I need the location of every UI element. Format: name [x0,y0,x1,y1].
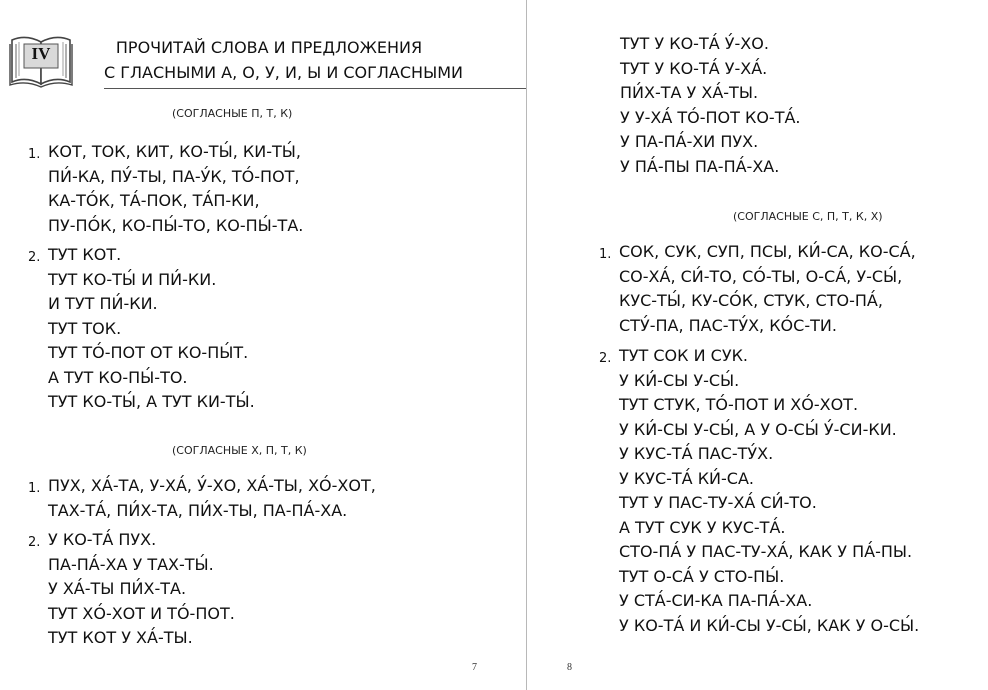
text-line: 2. ТУТ КОТ. [28,243,255,268]
text-line: ТУТ ТОК. [48,318,122,338]
text-line: ТУТ КО-ТЫ́, А ТУТ КИ-ТЫ́. [48,392,255,411]
header-divider [104,88,526,89]
exercise-1 [599,240,916,338]
exercise-number: 2. [28,250,41,265]
text-line: ТУТ У КО-ТА́ У́-ХО. [620,34,769,53]
text-line: И ТУТ ПИ́-КИ. [48,294,158,313]
text-line: А ТУТ СУК У КУС-ТА́. [619,517,786,537]
text-line: У ПА́-ПЫ ПА-ПА́-ХА. [620,156,780,176]
page-number: 7 [472,662,477,673]
text-line: ТУТ У КО-ТА́ У-ХА́. [620,58,768,78]
text-line: 1. КОТ, ТОК, КИТ, КО-ТЫ́, КИ-ТЫ́, [28,140,303,165]
text-line: У ХА́-ТЫ ПИ́Х-ТА. [48,579,187,598]
text-line: ТУТ О-СА́ У СТО-ПЫ́. [619,566,785,586]
section-subtitle: (СОГЛАСНЫЕ П, Т, К) [172,107,293,120]
exercise-1 [28,474,376,523]
page-number: 8 [567,662,572,673]
text-line: ТУТ У ПАС-ТУ-ХА́ СИ́-ТО. [619,493,817,512]
text-line: 2. У КО-ТА́ ПУХ. [28,528,235,553]
text-line: 2. ТУТ СОК И СУК. [599,344,919,369]
text-line: КУС-ТЫ́, КУ-СО́К, СТУК, СТО-ПА́, [619,291,883,310]
page-title [104,35,463,85]
right-page [527,0,988,690]
text-line: ТУТ ТО́-ПОТ ОТ КО-ПЫ́Т. [48,343,249,362]
text-line: У КИ́-СЫ У-СЫ́, А У О-СЫ́ У́-СИ-КИ. [619,419,897,439]
text-line: ПА-ПА́-ХА У ТАХ-ТЫ́. [48,554,214,574]
text-line: У КО-ТА́ И КИ́-СЫ У-СЫ́, КАК У О-СЫ́. [619,615,920,635]
exercise-2 [599,344,919,638]
text-line: СО-ХА́, СИ́-ТО, СО́-ТЫ, О-СА́, У-СЫ́, [619,266,903,286]
lesson-badge: IV [31,44,51,63]
text-line: У КУС-ТА́ КИ́-СА. [619,468,754,488]
text-line: ТУТ КО-ТЫ́ И ПИ́-КИ. [48,269,217,289]
text-line: А ТУТ КО-ПЫ́-ТО. [48,367,188,387]
exercise-number: 2. [28,535,41,550]
text-line: ТАХ-ТА́, ПИ́Х-ТА, ПИ́Х-ТЫ, ПА-ПА́-ХА. [48,500,348,520]
text-line: СТО-ПА́ У ПАС-ТУ-ХА́, КАК У ПА́-ПЫ. [619,542,913,561]
text-line: У КУС-ТА́ ПАС-ТУ́Х. [619,444,774,463]
exercise-2 [28,528,235,651]
exercise-1 [28,140,303,238]
text-line: КА-ТО́К, ТА́-ПОК, ТА́П-КИ, [48,191,260,210]
text-line: ТУТ СТУК, ТО́-ПОТ И ХО́-ХОТ. [619,395,859,414]
title-line: С ГЛАСНЫМИ А, О, У, И, Ы И СОГЛАСНЫМИ [104,63,463,82]
text-line: У ПА-ПА́-ХИ ПУХ. [620,132,759,151]
exercise-2 [28,243,255,415]
text-line: ТУТ КОТ У ХА́-ТЫ. [48,628,193,647]
exercise-number: 1. [28,481,41,496]
text-line: 1. СОК, СУК, СУП, ПСЫ, КИ́-СА, КО-СА́, [599,240,916,265]
intro-sentences [620,32,801,179]
text-line: У У-ХА́ ТО́-ПОТ КО-ТА́. [620,107,801,127]
exercise-number: 1. [599,247,612,262]
exercise-number: 2. [599,351,612,366]
text-line: ПИ́-КА, ПУ́-ТЫ, ПА-У́К, ТО́-ПОТ, [48,166,300,186]
section-subtitle: (СОГЛАСНЫЕ С, П, Т, К, Х) [733,210,883,223]
text-line: 1. ПУХ, ХА́-ТА, У-ХА́, У́-ХО, ХА́-ТЫ, ХО́-ХОТ, [28,474,376,499]
text-line: У КИ́-СЫ У-СЫ́. [619,370,740,390]
text-line: СТУ́-ПА, ПАС-ТУ́Х, КО́С-ТИ. [619,315,837,335]
section-subtitle: (СОГЛАСНЫЕ Х, П, Т, К) [172,444,307,457]
text-line: ПИ́Х-ТА У ХА́-ТЫ. [620,83,759,102]
text-line: ТУТ ХО́-ХОТ И ТО́-ПОТ. [48,603,235,623]
exercise-number: 1. [28,147,41,162]
text-line: У СТА́-СИ-КА ПА-ПА́-ХА. [619,591,813,610]
text-line: ПУ-ПО́К, КО-ПЫ́-ТО, КО-ПЫ́-ТА. [48,215,304,235]
title-line: ПРОЧИТАЙ СЛОВА И ПРЕДЛОЖЕНИЯ [115,38,423,57]
